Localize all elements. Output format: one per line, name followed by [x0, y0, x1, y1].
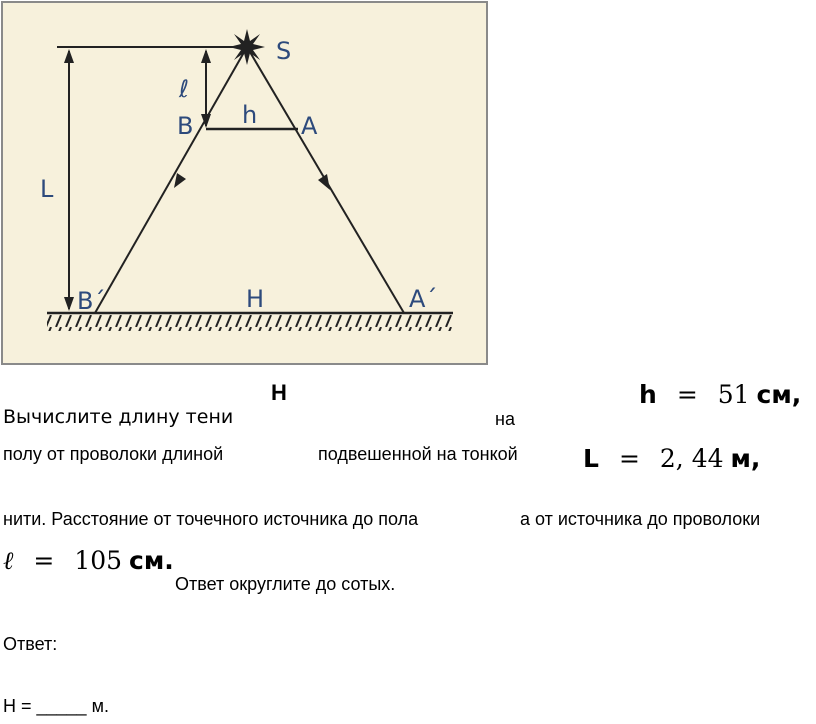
ray-left-arrow — [174, 173, 186, 188]
label-B: B — [177, 112, 194, 140]
label-L: L — [40, 175, 54, 203]
light-source-star-icon — [229, 29, 265, 65]
text-line1-end: на — [495, 409, 515, 429]
label-B-shadow: B´ — [77, 287, 106, 315]
answer-label: Ответ: — [3, 634, 58, 654]
formula-l — [3, 548, 174, 574]
label-h: h — [242, 101, 258, 129]
formula-h-eq: = — [676, 380, 698, 409]
formula-l-eq: = — [33, 546, 55, 575]
label-A-shadow: A´ — [409, 285, 438, 313]
l-arrow-head-top — [201, 49, 211, 63]
floor-hatching — [47, 315, 453, 331]
ray-right-arrow — [318, 174, 330, 190]
bold-H-label: H — [271, 380, 287, 405]
L-arrow-head-bottom — [64, 297, 74, 311]
answer-line[interactable]: H = _____ м. — [3, 696, 109, 716]
formula-l-var: ℓ — [3, 546, 14, 575]
label-A: A — [301, 112, 318, 140]
formula-L-var: L — [583, 444, 599, 473]
L-arrow-head-top — [64, 49, 74, 63]
text-line2-mid: подвешенной на тонкой — [318, 444, 518, 464]
text-line3: нити. Расстояние от точечного источника до пола — [3, 509, 419, 529]
label-S: S — [276, 37, 292, 65]
light-geometry-diagram — [3, 3, 490, 367]
text-line1-start: Вычислите длину тени — [3, 406, 234, 428]
formula-h-var: h — [639, 380, 657, 409]
formula-h — [639, 382, 801, 408]
formula-l-unit: см. — [129, 546, 174, 575]
formula-h-value: 51 — [717, 380, 750, 409]
text-line2-start: полу от проволоки длиной — [3, 444, 224, 464]
formula-L-unit: м, — [730, 444, 761, 473]
label-H: H — [246, 285, 265, 313]
formula-L — [583, 446, 760, 472]
formula-h-unit: см, — [756, 380, 802, 409]
ray-left — [95, 47, 247, 313]
formula-L-eq: = — [618, 444, 640, 473]
problem-figure — [1, 1, 488, 365]
text-line3-end: а от источника до проволоки — [520, 509, 761, 529]
label-small-l: ℓ — [179, 75, 189, 103]
formula-l-value: 105 — [74, 546, 123, 575]
formula-L-value: 2, 44 — [659, 444, 724, 473]
text-round-note: Ответ округлите до сотых. — [175, 574, 396, 594]
